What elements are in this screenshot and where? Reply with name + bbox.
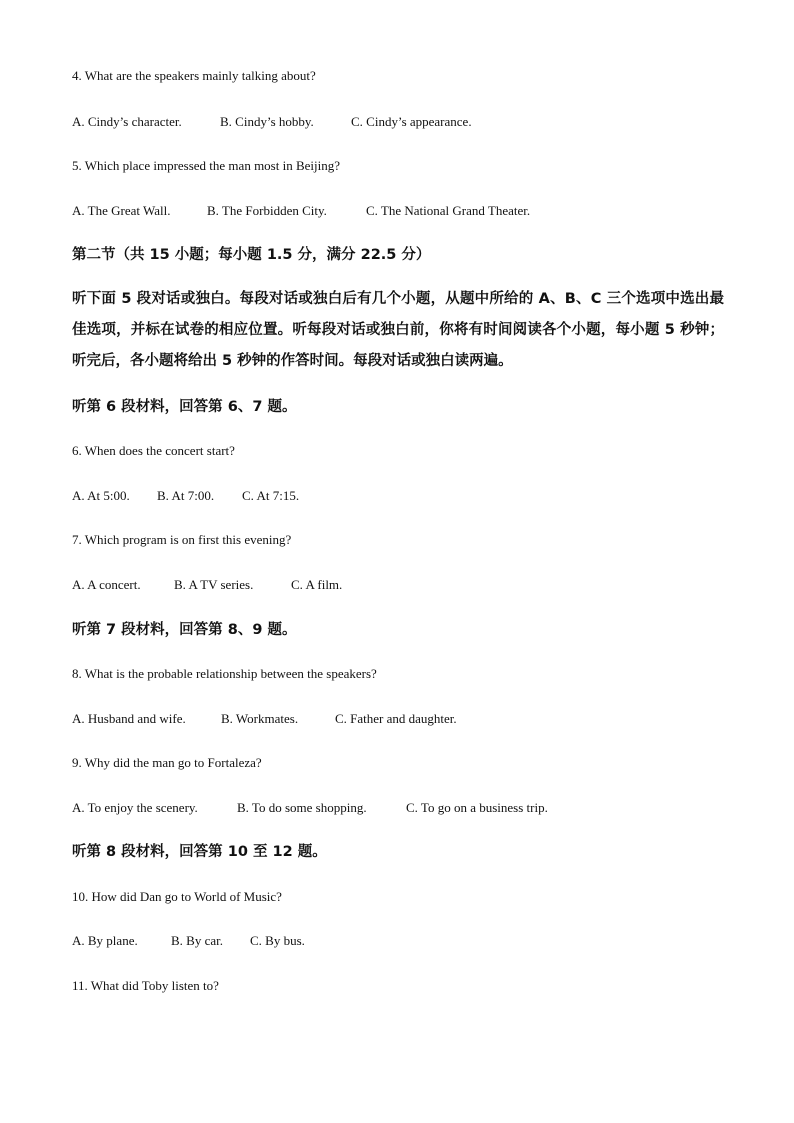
option-c: C. By bus. [250, 933, 305, 948]
question-9: 9. Why did the man go to Fortaleza? [72, 755, 262, 770]
option-c: C. A film. [291, 577, 343, 592]
option-b: B. By car. [171, 933, 223, 948]
material-8-heading: 听第 8 段材料，回答第 10 至 12 题。 [72, 844, 327, 860]
option-b: B. Workmates. [221, 711, 299, 726]
question-7: 7. Which program is on first this evening? [72, 532, 292, 547]
question-6: 6. When does the concert start? [72, 443, 235, 458]
option-c: C. Cindy’s appearance. [351, 114, 472, 129]
question-11: 11. What did Toby listen to? [72, 978, 219, 993]
question-4-options [72, 114, 472, 130]
option-b: B. To do some shopping. [237, 800, 367, 815]
question-5: 5. Which place impressed the man most in Beijing? [72, 158, 341, 173]
option-b: B. A TV series. [174, 577, 254, 592]
section-2-instructions: 听下面 5 段对话或独白。每段对话或独白后有几个小题，从题中所给的 A、B、C 三个选项中选出最佳选项，并标在试卷的相应位置。听每段对话或独白前，你将有时间阅读各个小题，每小题 5 秒钟；听完后，各小题将给出 5 秒钟的作答时间。每段对话或独白读两遍。 [72, 291, 724, 369]
option-c: C. Father and daughter. [335, 711, 457, 726]
option-a: A. The Great Wall. [72, 203, 171, 218]
option-a: A. Cindy’s character. [72, 114, 182, 129]
question-8: 8. What is the probable relationship between the speakers? [72, 666, 377, 681]
material-7-heading: 听第 7 段材料，回答第 8、9 题。 [72, 622, 297, 638]
option-a: A. A concert. [72, 577, 141, 592]
question-9-options [72, 800, 548, 816]
option-c: C. At 7:15. [242, 488, 300, 503]
option-b: B. The Forbidden City. [207, 203, 327, 218]
option-c: C. The National Grand Theater. [366, 203, 531, 218]
question-5-options [72, 203, 530, 219]
material-6-heading: 听第 6 段材料，回答第 6、7 题。 [72, 399, 297, 415]
question-4: 4. What are the speakers mainly talking about? [72, 68, 316, 83]
question-8-options [72, 711, 457, 727]
question-7-options [72, 577, 342, 593]
option-a: A. Husband and wife. [72, 711, 186, 726]
option-b: B. At 7:00. [157, 488, 215, 503]
option-a: A. By plane. [72, 933, 138, 948]
option-a: A. To enjoy the scenery. [72, 800, 198, 815]
option-a: A. At 5:00. [72, 488, 130, 503]
question-10-options [72, 933, 305, 949]
option-b: B. Cindy’s hobby. [220, 114, 314, 129]
option-c: C. To go on a business trip. [406, 800, 548, 815]
section-2-heading: 第二节（共 15 小题；每小题 1.5 分，满分 22.5 分） [72, 247, 431, 263]
question-10: 10. How did Dan go to World of Music? [72, 889, 282, 904]
question-6-options [72, 488, 299, 504]
